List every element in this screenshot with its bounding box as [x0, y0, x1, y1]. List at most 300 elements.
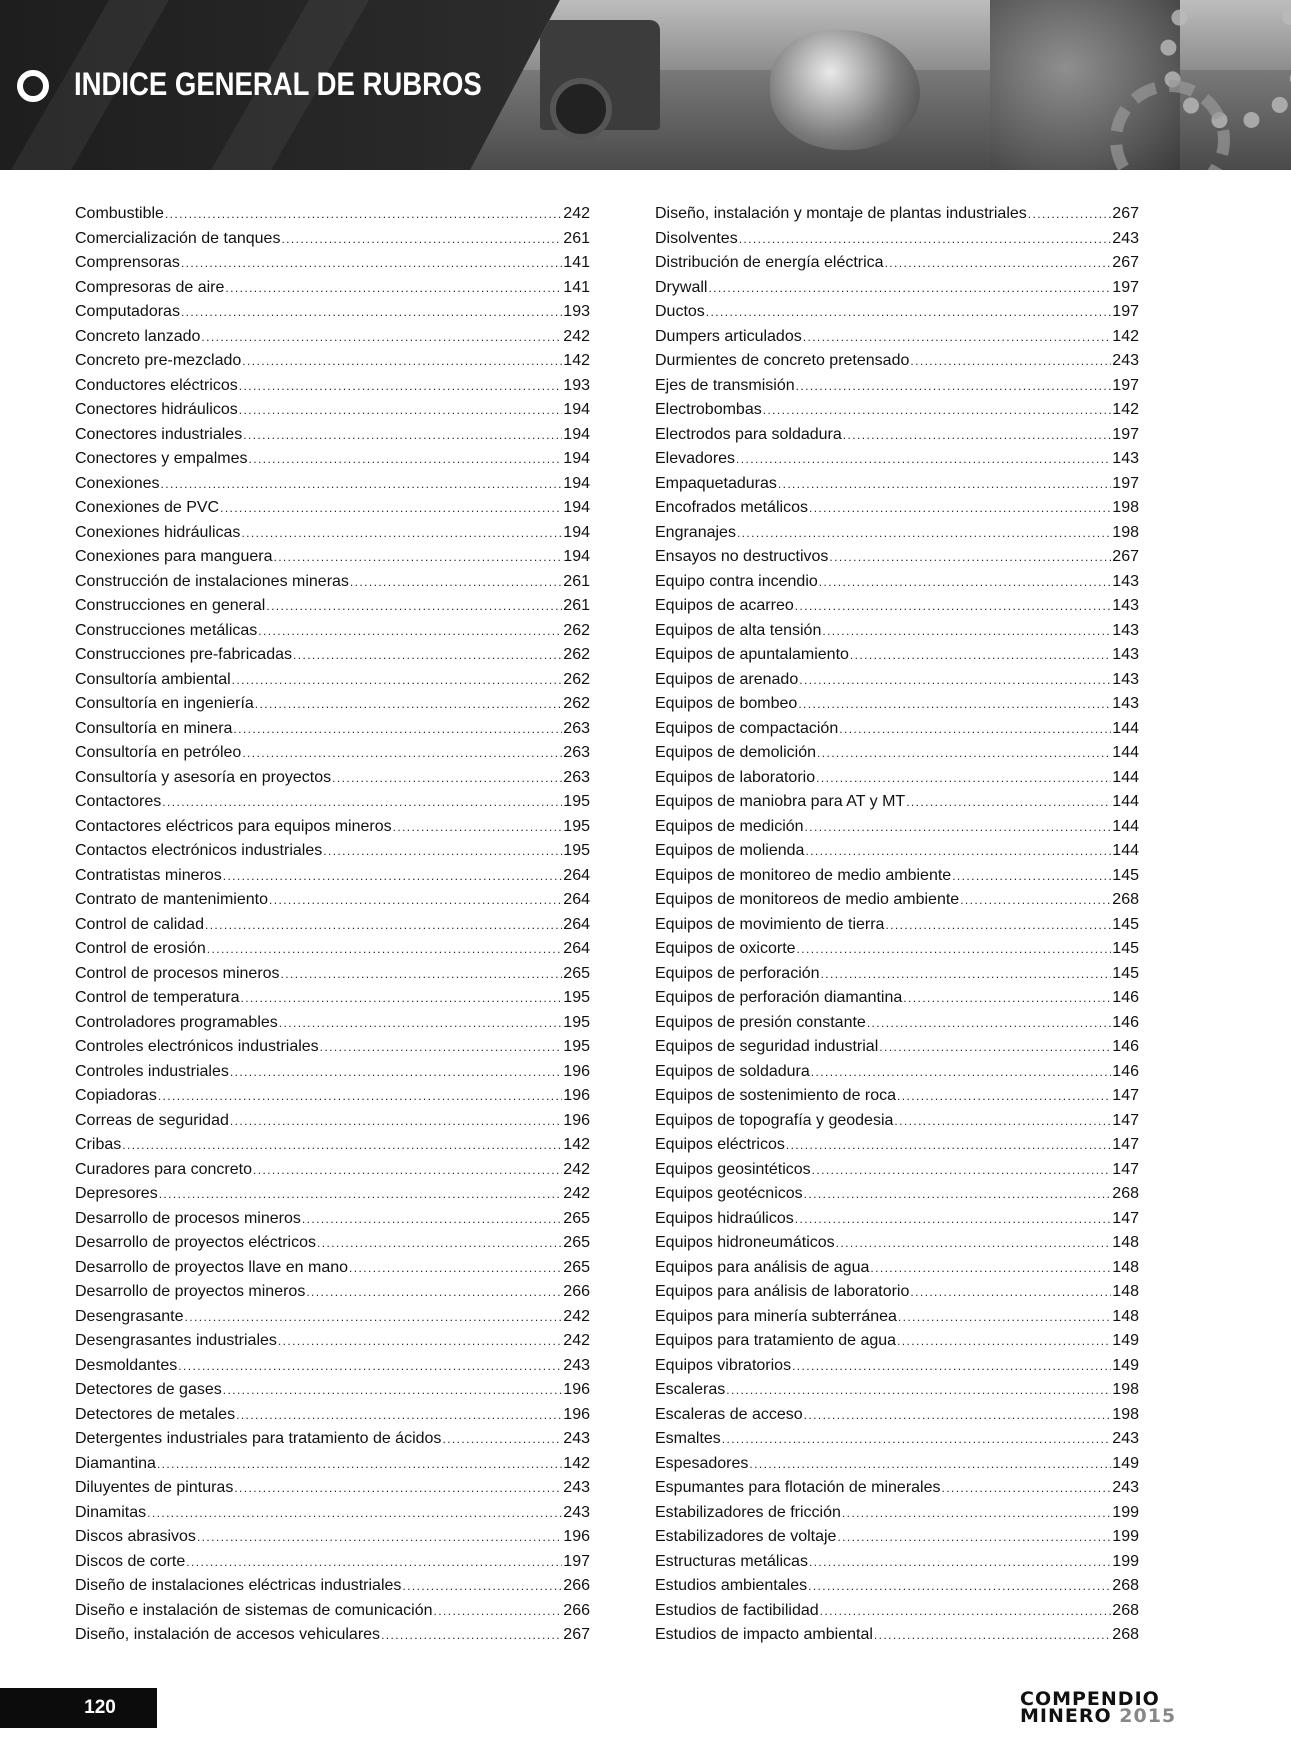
- entry-label: Desarrollo de proyectos mineros: [75, 1283, 306, 1300]
- index-entry: [75, 1060, 590, 1085]
- dot-leader: [809, 1550, 1111, 1575]
- dot-leader: [894, 1109, 1111, 1134]
- dot-leader: [181, 300, 562, 325]
- entry-label: Control de temperatura: [75, 989, 240, 1006]
- entry-label: Dumpers articulados: [655, 327, 802, 345]
- index-entry: [655, 839, 1139, 864]
- entry-label: Desarrollo de procesos mineros: [75, 1209, 301, 1227]
- entry-page-number: 261: [563, 229, 590, 247]
- entry-label: Compresoras de aire: [75, 278, 225, 296]
- entry-label: Contactos electrónicos industriales: [75, 842, 323, 859]
- entry-label: Detectores de gases: [75, 1381, 222, 1398]
- index-entry: [655, 1574, 1139, 1599]
- entry-label: Equipos de bombeo: [655, 695, 798, 712]
- entry-page-number: 261: [563, 572, 590, 590]
- entry-page-number: 243: [1112, 1430, 1139, 1447]
- dot-leader: [792, 1354, 1111, 1379]
- brand-year: 2015: [1119, 1705, 1177, 1727]
- index-entry: [655, 202, 1139, 227]
- entry-page-number: 196: [563, 1405, 590, 1423]
- index-entry: [655, 1256, 1139, 1281]
- entry-page-number: 149: [1112, 1356, 1139, 1374]
- entry-label: Controles electrónicos industriales: [75, 1038, 319, 1055]
- entry-label: Conexiones: [75, 474, 160, 492]
- index-entry: [75, 619, 590, 644]
- dot-leader: [281, 962, 563, 987]
- index-entry: [75, 888, 590, 913]
- index-entry: [75, 864, 590, 889]
- header-photo-collage: [470, 0, 1291, 170]
- brand-logo: [1020, 1688, 1200, 1727]
- entry-page-number: 243: [563, 1479, 590, 1496]
- entry-page-number: 147: [1112, 1087, 1139, 1104]
- dot-leader: [870, 1256, 1111, 1281]
- dot-leader: [249, 447, 563, 472]
- index-entry: [655, 1452, 1139, 1477]
- entry-page-number: 263: [563, 744, 590, 761]
- index-entry: [75, 1525, 590, 1550]
- entry-page-number: 146: [1112, 1013, 1139, 1031]
- dot-leader: [805, 839, 1111, 864]
- dot-leader: [795, 1207, 1112, 1232]
- dot-leader: [898, 1305, 1111, 1330]
- dot-leader: [332, 766, 562, 791]
- entry-page-number: 147: [1112, 1160, 1139, 1178]
- entry-label: Contactores eléctricos para equipos mineros: [75, 817, 392, 835]
- index-entry: [655, 251, 1139, 276]
- index-entry: [75, 986, 590, 1011]
- entry-label: Equipos para minería subterránea: [655, 1307, 897, 1325]
- dot-leader: [797, 937, 1112, 962]
- entry-label: Construcción de instalaciones mineras: [75, 572, 349, 590]
- dot-leader: [874, 1623, 1111, 1648]
- index-entry: [75, 227, 590, 252]
- entry-label: Equipos para análisis de laboratorio: [655, 1283, 910, 1300]
- entry-label: Comprensoras: [75, 254, 180, 271]
- entry-label: Control de procesos mineros: [75, 964, 280, 982]
- index-entry: [655, 815, 1139, 840]
- index-column-right: [655, 202, 1139, 1648]
- entry-label: Control de calidad: [75, 915, 204, 933]
- dot-leader: [798, 692, 1111, 717]
- entry-page-number: 195: [563, 817, 590, 835]
- entry-label: Equipos de perforación: [655, 964, 820, 982]
- index-entry: [655, 619, 1139, 644]
- index-entry: [75, 1011, 590, 1036]
- entry-page-number: 194: [563, 548, 590, 565]
- entry-label: Equipos geotécnicos: [655, 1185, 803, 1202]
- index-entry: [75, 1084, 590, 1109]
- index-entry: [75, 1305, 590, 1330]
- index-entry: [75, 398, 590, 423]
- entry-label: Disolventes: [655, 229, 738, 247]
- entry-page-number: 144: [1112, 842, 1139, 859]
- entry-label: Equipos eléctricos: [655, 1136, 785, 1153]
- entry-page-number: 141: [563, 254, 590, 271]
- index-entry: [655, 227, 1139, 252]
- entry-page-number: 263: [563, 719, 590, 737]
- index-entry: [75, 1256, 590, 1281]
- entry-page-number: 262: [563, 621, 590, 639]
- entry-page-number: 141: [563, 278, 590, 296]
- entry-page-number: 242: [563, 1332, 590, 1349]
- index-entry: [75, 1403, 590, 1428]
- dot-leader: [278, 1329, 562, 1354]
- dot-leader: [242, 741, 562, 766]
- dot-leader: [241, 521, 562, 546]
- dot-leader: [207, 937, 563, 962]
- dot-leader: [795, 594, 1112, 619]
- entry-label: Escaleras: [655, 1381, 726, 1398]
- index-entry: [655, 1354, 1139, 1379]
- entry-label: Equipos de monitoreo de medio ambiente: [655, 866, 952, 884]
- entry-page-number: 146: [1112, 989, 1139, 1006]
- dot-leader: [158, 1084, 562, 1109]
- entry-page-number: 198: [1112, 499, 1139, 516]
- entry-page-number: 147: [1112, 1209, 1139, 1227]
- entry-page-number: 143: [1112, 621, 1139, 639]
- entry-label: Consultoría ambiental: [75, 670, 231, 688]
- index-entry: [75, 1501, 590, 1526]
- entry-label: Estructuras metálicas: [655, 1552, 808, 1570]
- entry-page-number: 243: [1112, 1479, 1139, 1496]
- entry-page-number: 196: [563, 1381, 590, 1398]
- entry-page-number: 262: [563, 646, 590, 663]
- index-entry: [655, 1182, 1139, 1207]
- entry-label: Consultoría en ingeniería: [75, 695, 254, 712]
- entry-page-number: 142: [563, 352, 590, 369]
- entry-page-number: 197: [1112, 278, 1139, 296]
- index-entry: [655, 668, 1139, 693]
- entry-page-number: 268: [1112, 891, 1139, 908]
- entry-page-number: 261: [563, 597, 590, 614]
- dot-leader: [842, 1501, 1111, 1526]
- entry-label: Contratistas mineros: [75, 866, 222, 884]
- entry-page-number: 242: [563, 1185, 590, 1202]
- dot-leader: [320, 1035, 563, 1060]
- entry-label: Conductores eléctricos: [75, 376, 238, 394]
- entry-label: Equipos de movimiento de tierra: [655, 915, 885, 933]
- dot-leader: [805, 815, 1112, 840]
- index-entry: [655, 1623, 1139, 1648]
- entry-page-number: 143: [1112, 572, 1139, 590]
- dot-leader: [897, 1329, 1111, 1354]
- dot-leader: [843, 423, 1112, 448]
- entry-page-number: 143: [1112, 670, 1139, 688]
- entry-label: Durmientes de concreto pretensado: [655, 352, 910, 369]
- dot-leader: [821, 962, 1112, 987]
- index-entry: [75, 570, 590, 595]
- dot-leader: [850, 643, 1111, 668]
- dot-leader: [350, 570, 562, 595]
- entry-page-number: 145: [1112, 940, 1139, 957]
- entry-label: Diluyentes de pinturas: [75, 1479, 234, 1496]
- dot-leader: [737, 521, 1111, 546]
- entry-page-number: 242: [563, 1307, 590, 1325]
- dot-leader: [786, 1133, 1111, 1158]
- entry-page-number: 194: [563, 499, 590, 516]
- index-entry: [75, 349, 590, 374]
- entry-label: Construcciones pre-fabricadas: [75, 646, 292, 663]
- index-entry: [655, 766, 1139, 791]
- dot-leader: [273, 545, 562, 570]
- entry-page-number: 264: [563, 891, 590, 908]
- entry-label: Estabilizadores de fricción: [655, 1503, 841, 1521]
- dot-leader: [910, 349, 1111, 374]
- dot-leader: [1028, 202, 1112, 227]
- dot-leader: [161, 472, 563, 497]
- index-entry: [75, 545, 590, 570]
- entry-label: Cribas: [75, 1136, 122, 1153]
- entry-page-number: 196: [563, 1087, 590, 1104]
- dot-leader: [225, 276, 562, 301]
- index-entry: [655, 300, 1139, 325]
- entry-label: Equipos de medición: [655, 817, 804, 835]
- entry-page-number: 268: [1112, 1626, 1139, 1643]
- index-entry: [655, 888, 1139, 913]
- index-entry: [655, 496, 1139, 521]
- index-entry: [75, 1599, 590, 1624]
- entry-page-number: 195: [563, 989, 590, 1006]
- dot-leader: [234, 1476, 562, 1501]
- entry-label: Conexiones para manguera: [75, 548, 273, 565]
- dot-leader: [232, 668, 563, 693]
- index-entry: [655, 717, 1139, 742]
- entry-page-number: 193: [563, 303, 590, 320]
- index-entry: [75, 1574, 590, 1599]
- entry-label: Equipos de arenado: [655, 670, 799, 688]
- entry-page-number: 144: [1112, 719, 1139, 737]
- dot-leader: [233, 717, 562, 742]
- index-entry: [75, 594, 590, 619]
- index-entry: [655, 1305, 1139, 1330]
- entry-page-number: 149: [1112, 1454, 1139, 1472]
- dot-leader: [708, 276, 1111, 301]
- dot-leader: [960, 888, 1111, 913]
- dot-leader: [829, 545, 1111, 570]
- entry-label: Equipo contra incendio: [655, 572, 818, 590]
- entry-label: Estudios ambientales: [655, 1577, 808, 1594]
- dot-leader: [185, 1305, 563, 1330]
- entry-label: Conectores industriales: [75, 425, 243, 443]
- index-entry: [75, 1133, 590, 1158]
- index-entry: [655, 1378, 1139, 1403]
- index-entry: [655, 1476, 1139, 1501]
- index-entry: [655, 643, 1139, 668]
- index-entry: [75, 1354, 590, 1379]
- entry-page-number: 145: [1112, 866, 1139, 884]
- dot-leader: [205, 913, 562, 938]
- entry-page-number: 148: [1112, 1307, 1139, 1325]
- entry-label: Electrobombas: [655, 401, 762, 418]
- dot-leader: [811, 1060, 1112, 1085]
- entry-label: Ejes de transmisión: [655, 376, 795, 394]
- entry-label: Equipos de sostenimiento de roca: [655, 1087, 897, 1104]
- entry-label: Estudios de impacto ambiental: [655, 1626, 873, 1643]
- entry-page-number: 197: [563, 1552, 590, 1570]
- dot-leader: [201, 325, 562, 350]
- entry-label: Conexiones de PVC: [75, 499, 220, 516]
- dot-leader: [230, 1060, 562, 1085]
- dot-leader: [903, 986, 1111, 1011]
- index-entry: [655, 1231, 1139, 1256]
- entry-label: Drywall: [655, 278, 708, 296]
- entry-label: Equipos de topografía y geodesia: [655, 1111, 894, 1129]
- entry-page-number: 194: [563, 474, 590, 492]
- entry-label: Ductos: [655, 303, 705, 320]
- dot-leader: [885, 251, 1112, 276]
- dot-leader: [162, 790, 562, 815]
- dot-leader: [749, 1452, 1111, 1477]
- index-entry: [75, 300, 590, 325]
- index-entry: [75, 447, 590, 472]
- entry-label: Detergentes industriales para tratamiento de ácidos: [75, 1430, 442, 1447]
- index-entry: [75, 1623, 590, 1648]
- entry-page-number: 266: [563, 1577, 590, 1594]
- entry-page-number: 267: [1112, 254, 1139, 271]
- entry-label: Curadores para concreto: [75, 1160, 252, 1178]
- dot-leader: [230, 1109, 562, 1134]
- entry-label: Consultoría en minera: [75, 719, 233, 737]
- dot-leader: [836, 1231, 1112, 1256]
- dot-leader: [349, 1256, 562, 1281]
- entry-page-number: 199: [1112, 1503, 1139, 1521]
- entry-label: Correas de seguridad: [75, 1111, 229, 1129]
- entry-label: Electrodos para soldadura: [655, 425, 842, 443]
- dot-leader: [799, 668, 1111, 693]
- entry-label: Computadoras: [75, 303, 180, 320]
- index-entry: [75, 423, 590, 448]
- dot-leader: [952, 864, 1111, 889]
- entry-label: Depresores: [75, 1185, 158, 1202]
- brand-line-2: [1020, 1705, 1200, 1727]
- entry-label: Equipos de alta tensión: [655, 621, 822, 639]
- entry-label: Equipos de molienda: [655, 842, 805, 859]
- entry-page-number: 194: [563, 450, 590, 467]
- index-entry: [75, 913, 590, 938]
- entry-label: Desarrollo de proyectos llave en mano: [75, 1258, 349, 1276]
- entry-label: Equipos de monitoreos de medio ambiente: [655, 891, 960, 908]
- dot-leader: [796, 374, 1112, 399]
- entry-page-number: 243: [563, 1430, 590, 1447]
- page-title: INDICE GENERAL DE RUBROS: [74, 66, 482, 102]
- entry-page-number: 199: [1112, 1552, 1139, 1570]
- dot-leader: [239, 398, 563, 423]
- entry-page-number: 266: [563, 1601, 590, 1619]
- entry-label: Equipos de oxicorte: [655, 940, 796, 957]
- entry-label: Concreto lanzado: [75, 327, 201, 345]
- dot-leader: [157, 1452, 562, 1477]
- index-entry: [75, 717, 590, 742]
- index-entry: [75, 1329, 590, 1354]
- index-entry: [655, 1011, 1139, 1036]
- entry-label: Equipos de compactación: [655, 719, 839, 737]
- entry-page-number: 265: [563, 1209, 590, 1227]
- index-entry: [75, 1476, 590, 1501]
- index-entry: [655, 447, 1139, 472]
- entry-page-number: 264: [563, 940, 590, 957]
- index-entry: [655, 986, 1139, 1011]
- index-entry: [655, 398, 1139, 423]
- index-entry: [655, 325, 1139, 350]
- index-entry: [655, 741, 1139, 766]
- index-entry: [75, 1182, 590, 1207]
- entry-label: Encofrados metálicos: [655, 499, 808, 516]
- index-entry: [655, 1207, 1139, 1232]
- entry-page-number: 147: [1112, 1111, 1139, 1129]
- entry-page-number: 263: [563, 768, 590, 786]
- entry-label: Equipos de laboratorio: [655, 768, 816, 786]
- entry-page-number: 143: [1112, 646, 1139, 663]
- entry-page-number: 142: [1112, 327, 1139, 345]
- index-entry: [75, 815, 590, 840]
- entry-label: Espumantes para flotación de minerales: [655, 1479, 941, 1496]
- dot-leader: [239, 374, 563, 399]
- dot-leader: [706, 300, 1112, 325]
- entry-page-number: 196: [563, 1528, 590, 1545]
- dot-leader: [819, 570, 1112, 595]
- entry-label: Equipos de maniobra para AT y MT: [655, 793, 906, 810]
- entry-label: Elevadores: [655, 450, 736, 467]
- index-entry: [655, 790, 1139, 815]
- entry-label: Equipos de presión constante: [655, 1013, 866, 1031]
- entry-page-number: 198: [1112, 523, 1139, 541]
- entry-page-number: 194: [563, 425, 590, 443]
- index-entry: [655, 962, 1139, 987]
- dot-leader: [434, 1599, 563, 1624]
- entry-page-number: 143: [1112, 597, 1139, 614]
- entry-page-number: 193: [563, 376, 590, 394]
- dot-leader: [197, 1525, 562, 1550]
- entry-page-number: 264: [563, 915, 590, 933]
- entry-page-number: 242: [563, 205, 590, 222]
- entry-label: Contactores: [75, 793, 162, 810]
- entry-label: Equipos hidroneumáticos: [655, 1234, 835, 1251]
- index-entry: [655, 1280, 1139, 1305]
- entry-page-number: 242: [563, 1160, 590, 1178]
- dot-leader: [323, 839, 562, 864]
- dot-leader: [402, 1574, 562, 1599]
- dot-leader: [722, 1427, 1112, 1452]
- index-entry: [75, 1427, 590, 1452]
- dot-leader: [867, 1011, 1111, 1036]
- index-entry: [655, 1403, 1139, 1428]
- dot-leader: [879, 1035, 1111, 1060]
- entry-page-number: 149: [1112, 1332, 1139, 1349]
- dot-leader: [220, 496, 562, 521]
- entry-page-number: 196: [563, 1062, 590, 1080]
- dot-leader: [763, 398, 1112, 423]
- entry-label: Equipos de soldadura: [655, 1062, 810, 1080]
- index-entry: [75, 472, 590, 497]
- dot-leader: [181, 251, 562, 276]
- entry-label: Empaquetaduras: [655, 474, 777, 492]
- entry-page-number: 198: [1112, 1405, 1139, 1423]
- entry-label: Combustible: [75, 205, 164, 222]
- entry-label: Desengrasantes industriales: [75, 1332, 277, 1349]
- index-entry: [655, 472, 1139, 497]
- dot-leader: [822, 619, 1111, 644]
- dot-leader: [165, 202, 562, 227]
- index-entry: [655, 374, 1139, 399]
- entry-label: Equipos hidraúlicos: [655, 1209, 794, 1227]
- dot-leader: [266, 594, 562, 619]
- index-entry: [655, 1109, 1139, 1134]
- entry-label: Equipos de apuntalamiento: [655, 646, 849, 663]
- index-entry: [655, 1427, 1139, 1452]
- entry-page-number: 144: [1112, 817, 1139, 835]
- entry-label: Diseño de instalaciones eléctricas industriales: [75, 1577, 402, 1594]
